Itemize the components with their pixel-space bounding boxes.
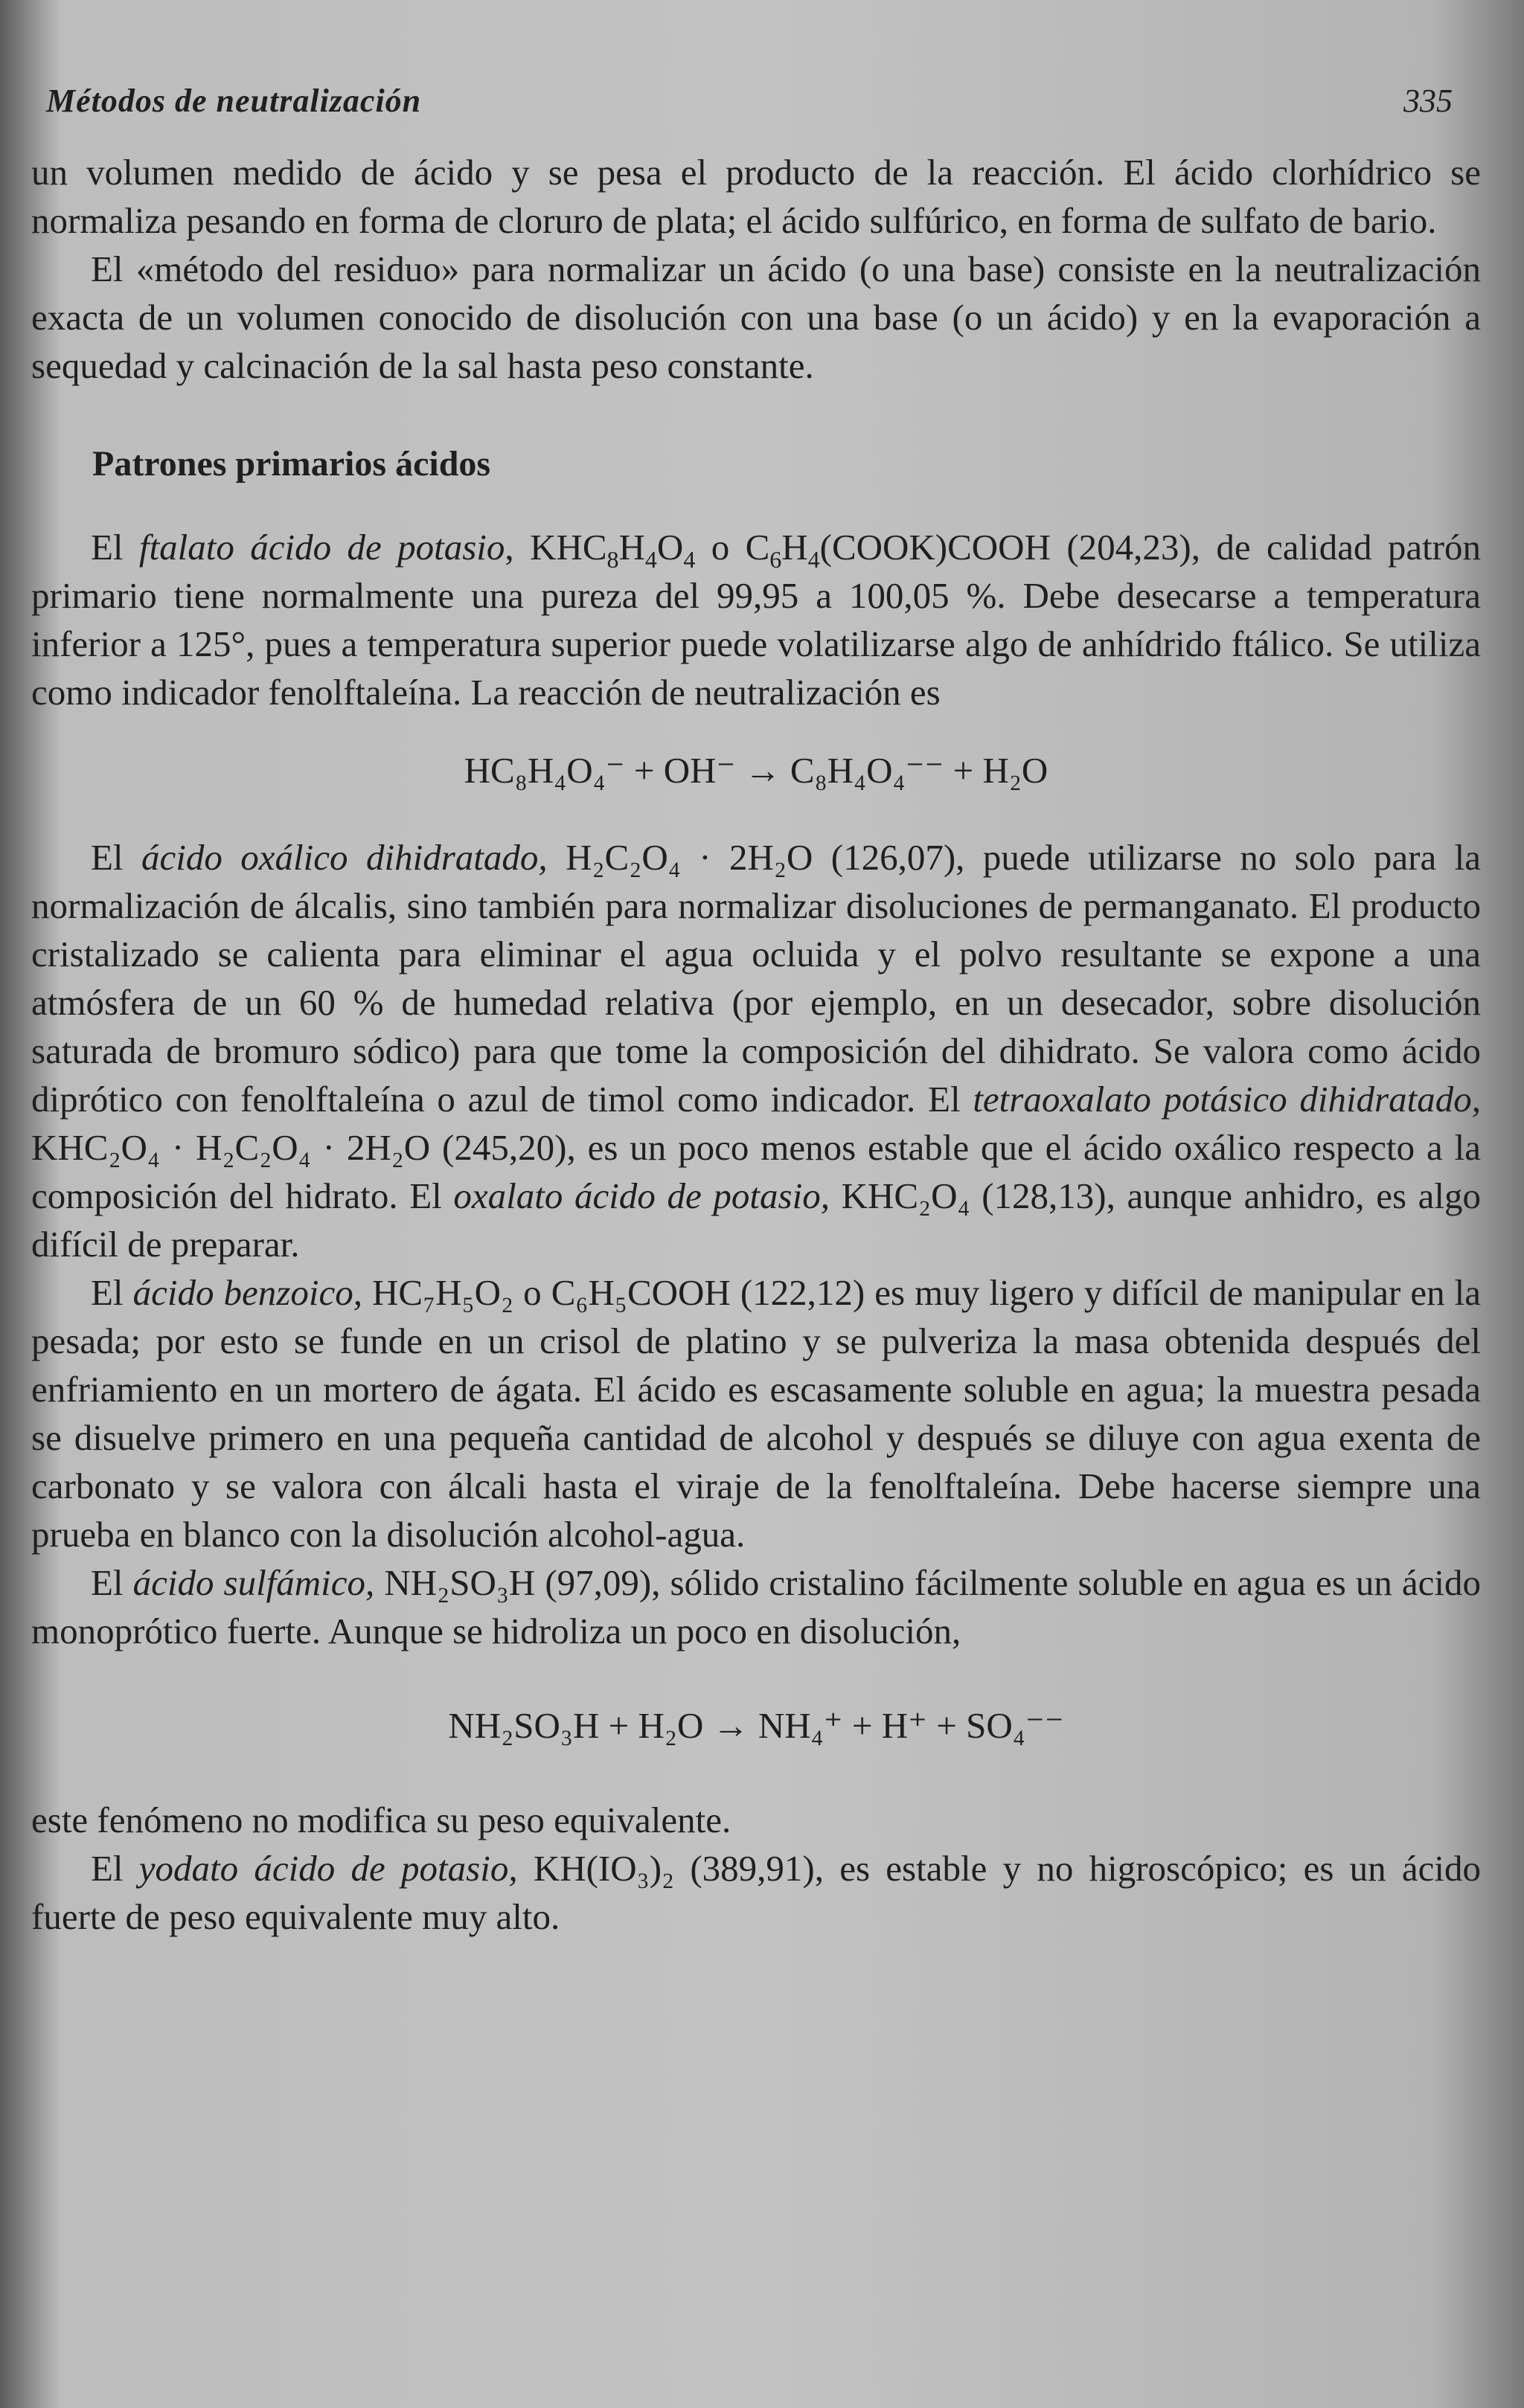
ftalato-rest: (COOK)COOH (204,23), de calidad patrón primario tiene normalmente una pureza del 99,95 a 100,05 %. Debe desecarse a temperatura inferior a 125°, pues a temperatura superior puede volatilizarse algo de anhídrido ftálico. Se utiliza como indicador fenolftaleína. La reacción de neutralización es xyxy=(31,527,1481,713)
paragraph-oxalico xyxy=(31,833,1481,1268)
ftalato-h: H xyxy=(618,527,645,568)
paragraph-ftalato xyxy=(31,523,1481,716)
yodato-text: KH(IO₃)₂ (389,91), es estable y no higroscópico; es un ácido fuerte de peso equivalente muy alto. xyxy=(31,1848,1481,1937)
ftalato-sub-4a: 4 xyxy=(644,545,657,573)
oxalato-term: oxalato ácido de potasio, xyxy=(453,1175,830,1216)
paragraph-intro: un volumen medido de ácido y se pesa el producto de la reacción. El ácido clorhídrico se normaliza pesando en forma de cloruro de plata; el ácido sulfúrico, en forma de sulfato de bario. xyxy=(31,152,1481,241)
oxalico-term: ácido oxálico dihidratado, xyxy=(141,837,548,878)
ftalato-term: ftalato ácido de potasio xyxy=(138,527,505,568)
sulfamico-text: NH₂SO₃H (97,09), sólido cristalino fácilmente soluble en agua es un ácido monoprótico fuerte. Aunque se hidroliza un poco en disolución, xyxy=(31,1562,1481,1651)
page-number: 335 xyxy=(1403,83,1453,119)
oxalico-lead: El xyxy=(91,837,141,878)
tetraoxalato-term: tetraoxalato potásico dihidratado, xyxy=(973,1079,1481,1120)
paragraph-sulfamico xyxy=(31,1558,1481,1655)
equation-sulfamico: NH₂SO₃H + H₂O → NH₄⁺ + H⁺ + SO₄⁻⁻ xyxy=(448,1705,1064,1746)
benzoico-term: ácido benzoico, xyxy=(132,1272,362,1313)
benzoico-text: HC₇H₅O₂ o C₆H₅COOH (122,12) es muy ligero y difícil de manipular en la pesada; por esto se funde en un crisol de platino y se pulveriza la masa obtenida después del enfriamiento en un mortero de ágata. El ácido es escasamente soluble en agua; la muestra pesada se disuelve primero en una pequeña cantidad de alcohol y después se diluye con agua exenta de carbonato y se valora con álcali hasta el viraje de la fenolftaleína. Debe hacerse siempre una prueba en blanco con la disolución alcohol-agua. xyxy=(31,1272,1482,1555)
ftalato-or: o C xyxy=(695,527,770,568)
yodato-term: yodato ácido de potasio, xyxy=(138,1848,518,1889)
paragraph-residuo: El «método del residuo» para normalizar un ácido (o una base) consiste en la neutralización exacta de un volumen conocido de disolución con una base (o un ácido) y en la evaporación a sequedad y calcinación de la sal hasta peso constante. xyxy=(31,248,1481,386)
sulfamico-lead: El xyxy=(91,1562,133,1603)
running-title: Métodos de neutralización xyxy=(46,83,422,119)
ftalato-sub-6: 6 xyxy=(769,545,782,573)
paragraph-after-equation: este fenómeno no modifica su peso equivalente. xyxy=(31,1799,731,1840)
ftalato-h4: H xyxy=(781,527,808,568)
ftalato-o: O xyxy=(656,527,684,568)
ftalato-sub-8: 8 xyxy=(606,545,619,573)
benzoico-lead: El xyxy=(91,1272,133,1313)
paragraph-benzoico xyxy=(31,1268,1481,1558)
ftalato-sub-4b: 4 xyxy=(683,545,696,573)
oxalato-text: KHC₂O₄ (128,13), aunque anhidro, es algo difícil de preparar. xyxy=(31,1175,1482,1265)
ftalato-sub-4c: 4 xyxy=(807,545,820,573)
tetraoxalato-text: KHC₂O₄ · H₂C₂O₄ · 2H₂O (245,20), es un poco menos estable que el ácido oxálico respecto a la composición del hidrato. El xyxy=(31,1127,1481,1216)
paragraph-yodato xyxy=(31,1844,1481,1941)
yodato-lead: El xyxy=(91,1848,139,1889)
oxalico-text: H₂C₂O₄ · 2H₂O (126,07), puede utilizarse no solo para la normalización de álcalis, sino también para normalizar disoluciones de permanganato. El producto cristalizado se calienta para eliminar el agua ocluida y el polvo resultante se expone a una atmósfera de un 60 % de humedad relativa (por ejemplo, en un desecador, sobre disolución saturada de bromuro sódico) para que tome la composición del dihidrato. Se valora como ácido diprótico con fenolftaleína o azul de timol como indicador. El xyxy=(31,837,1482,1120)
ftalato-lead: El xyxy=(91,527,139,568)
equation-ftalato: HC₈H₄O₄⁻ + OH⁻ → C₈H₄O₄⁻⁻ + H₂O xyxy=(464,750,1048,791)
running-head xyxy=(46,82,1453,120)
section-heading: Patrones primarios ácidos xyxy=(92,444,491,484)
ftalato-comma: , xyxy=(505,527,531,568)
ftalato-formula-a: KHC xyxy=(530,527,607,568)
sulfamico-term: ácido sulfámico, xyxy=(132,1562,375,1603)
